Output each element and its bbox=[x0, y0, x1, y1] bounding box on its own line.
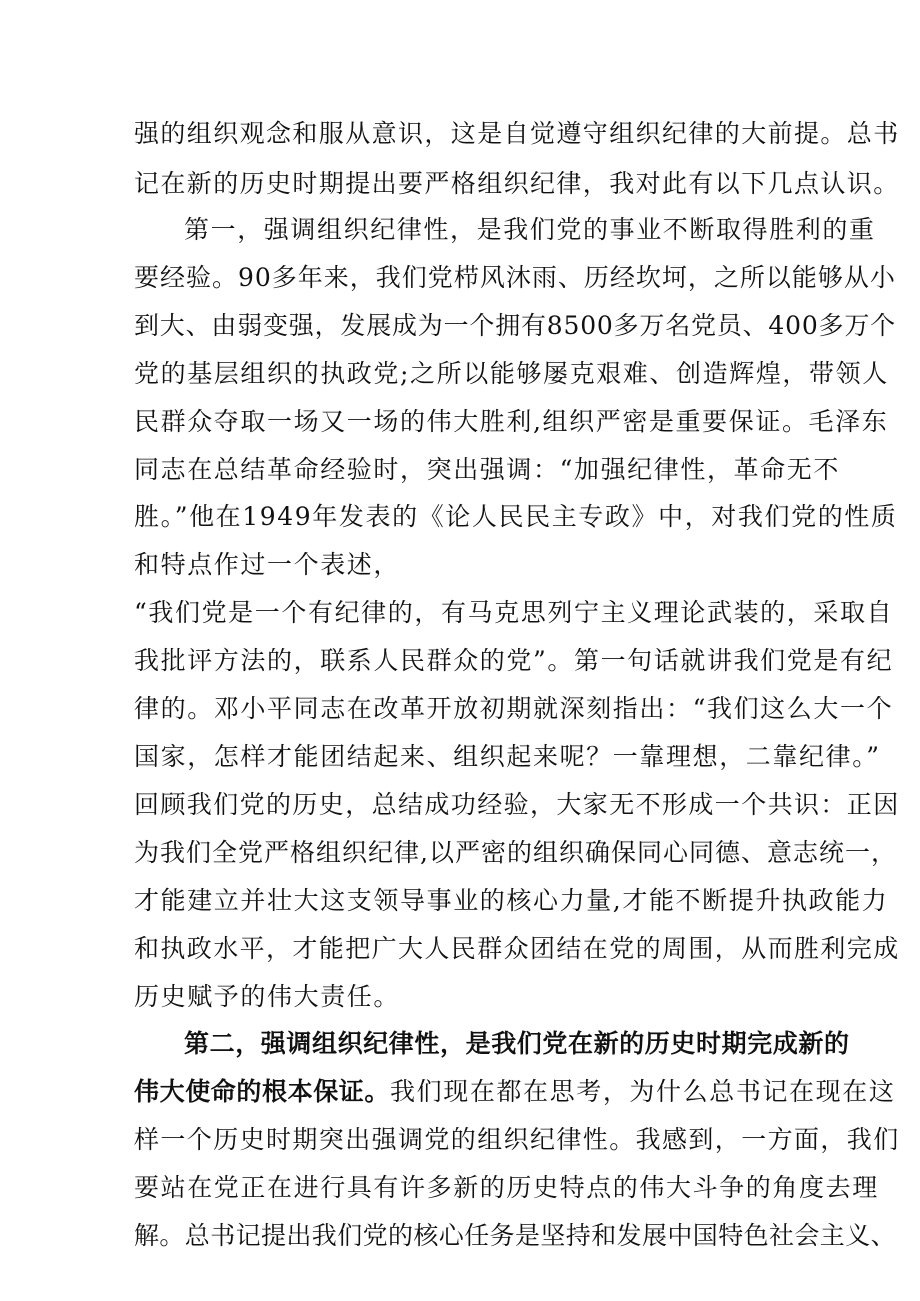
text-line: 党的基层组织的执政党;之所以能够屡克艰难、创造辉煌，带领人 bbox=[134, 359, 889, 388]
text-line: 才能建立并壮大这支领导事业的核心力量,才能不断提升执政能力 bbox=[134, 886, 889, 915]
text-line: 强的组织观念和服从意识，这是自觉遵守组织纪律的大前提。总书 bbox=[134, 119, 900, 148]
text-line: 样一个历史时期突出强调党的组织纪律性。我感到，一方面，我们 bbox=[134, 1125, 900, 1154]
text-line: 要经验。90多年来，我们党栉风沐雨、历经坎坷，之所以能够从小 bbox=[134, 263, 896, 292]
text-line: 第一，强调组织纪律性，是我们党的事业不断取得胜利的重 bbox=[184, 215, 876, 244]
heading-line: 伟大使命的根本保证。 bbox=[134, 1077, 391, 1106]
text-line: 和执政水平，才能把广大人民群众团结在党的周围，从而胜利完成 bbox=[134, 934, 900, 963]
heading-line: 第二，强调组织纪律性，是我们党在新的历史时期完成新的 bbox=[184, 1029, 850, 1058]
text-line: 到大、由弱变强，发展成为一个拥有8500多万名党员、400多万个 bbox=[134, 311, 896, 340]
text-line: 国家，怎样才能团结起来、组织起来呢？一靠理想，二靠纪律。” bbox=[134, 742, 881, 771]
text-line: “我们党是一个有纪律的，有马克思列宁主义理论武装的，采取自 bbox=[134, 598, 894, 627]
text-line: 胜。”他在1949年发表的《论人民民主专政》中，对我们党的性质 bbox=[134, 502, 898, 531]
text-line: 记在新的历史时期提出要严格组织纪律，我对此有以下几点认识。 bbox=[134, 169, 900, 198]
text-line: 为我们全党严格组织纪律,以严密的组织确保同心同德、意志统一， bbox=[134, 838, 897, 867]
text-line: 我批评方法的，联系人民群众的党”。第一句话就讲我们党是有纪 bbox=[134, 646, 894, 675]
text-line: 同志在总结革命经验时，突出强调：“加强纪律性，革命无不 bbox=[134, 455, 840, 484]
text-line: 历史赋予的伟大责任。 bbox=[134, 982, 401, 1011]
text-line: 律的。邓小平同志在改革开放初期就深刻指出：“我们这么大一个 bbox=[134, 694, 894, 723]
text-line: 解。总书记提出我们党的核心任务是坚持和发展中国特色社会主义、 bbox=[134, 1221, 897, 1250]
mixed-line bbox=[134, 1075, 895, 1109]
text-line: 和特点作过一个表述， bbox=[134, 550, 401, 579]
text-line: 我们现在都在思考，为什么总书记在现在这 bbox=[390, 1077, 896, 1106]
text-line: 要站在党正在进行具有许多新的历史特点的伟大斗争的角度去理 bbox=[134, 1173, 879, 1202]
text-line: 回顾我们党的历史，总结成功经验，大家无不形成一个共识：正因 bbox=[134, 790, 900, 819]
text-line: 民群众夺取一场又一场的伟大胜利,组织严密是重要保证。毛泽东 bbox=[134, 407, 889, 436]
